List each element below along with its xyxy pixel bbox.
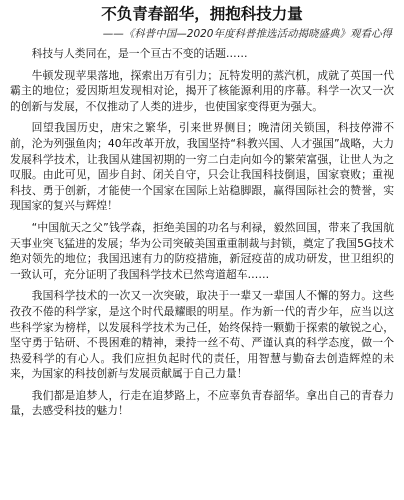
paragraph-achievements: “中国航天之父”钱学森，拒绝美国的功名与利禄，毅然回国，带来了我国航天事业突飞猛进的发展；华为公司突破美国重重制裁与封锁，奠定了我国5G技术绝对领先的地位；我国迅速有力的防疫措施，新冠疫苗的成功研发，世卫组织的一致认可，充分证明了我国科学技术已然弯道超车……	[10, 220, 394, 281]
paragraph-conclusion: 我们都是追梦人，行走在追梦路上，不应辜负青春韶华。拿出自己的青春力量，去感受科技的魅力！	[10, 388, 394, 418]
paragraph-intro: 科技与人类同在，是一个亘古不变的话题……	[31, 47, 248, 60]
paragraph-youth: 我国科学技术的一次又一次突破，取决于一辈又一辈国人不懈的努力。这些孜孜不倦的科学家，是这个时代最耀眼的明星。作为新一代的青少年，应当以这些科学家为榜样，以发展科学技术为己任，始终保持一颗勤于探索的敏锐之心，坚守勇于钻研、不畏困难的精神，秉持一丝不苟、严谨认真的科学态度，做一个热爱科学的有心人。我们应担负起时代的责任，用智慧与勤奋去创造辉煌的未来，为国家的科技创新与发展贡献属于自己力量！	[10, 289, 394, 381]
document-subtitle: ——《科普中国—2020年度科普推选活动揭晓盛典》观看心得	[102, 28, 392, 40]
paragraph-scientists: 牛顿发现苹果落地，探索出万有引力；瓦特发明的蒸汽机，成就了英国一代霸主的地位；爱因斯坦发现相对论，揭开了核能源利用的序幕。科学一次又一次的创新与发展，不仅推动了人类的进步，也使国家变得更为强大。	[10, 68, 394, 113]
paragraph-history: 回望我国历史，唐宋之繁华，引来世界侧目；晚清闭关锁国，科技停滞不前，沦为列强鱼肉；40年改革开放，我国坚持“科教兴国、人才强国”战略，大力发展科学技术，让我国从建国初期的一穷二白走向如今的繁荣富强，让世人为之叹服。由此可见，固步自封、闭关自守，只会让我国科技倒退，国家衰败；重视科技、勇于创新，才能使一个国家在国际上站稳脚跟，赢得国际社会的赞誉，实现国家的复兴与辉煌！	[10, 121, 394, 213]
document-title: 不负青春韶华，拥抱科技力量	[101, 5, 303, 23]
